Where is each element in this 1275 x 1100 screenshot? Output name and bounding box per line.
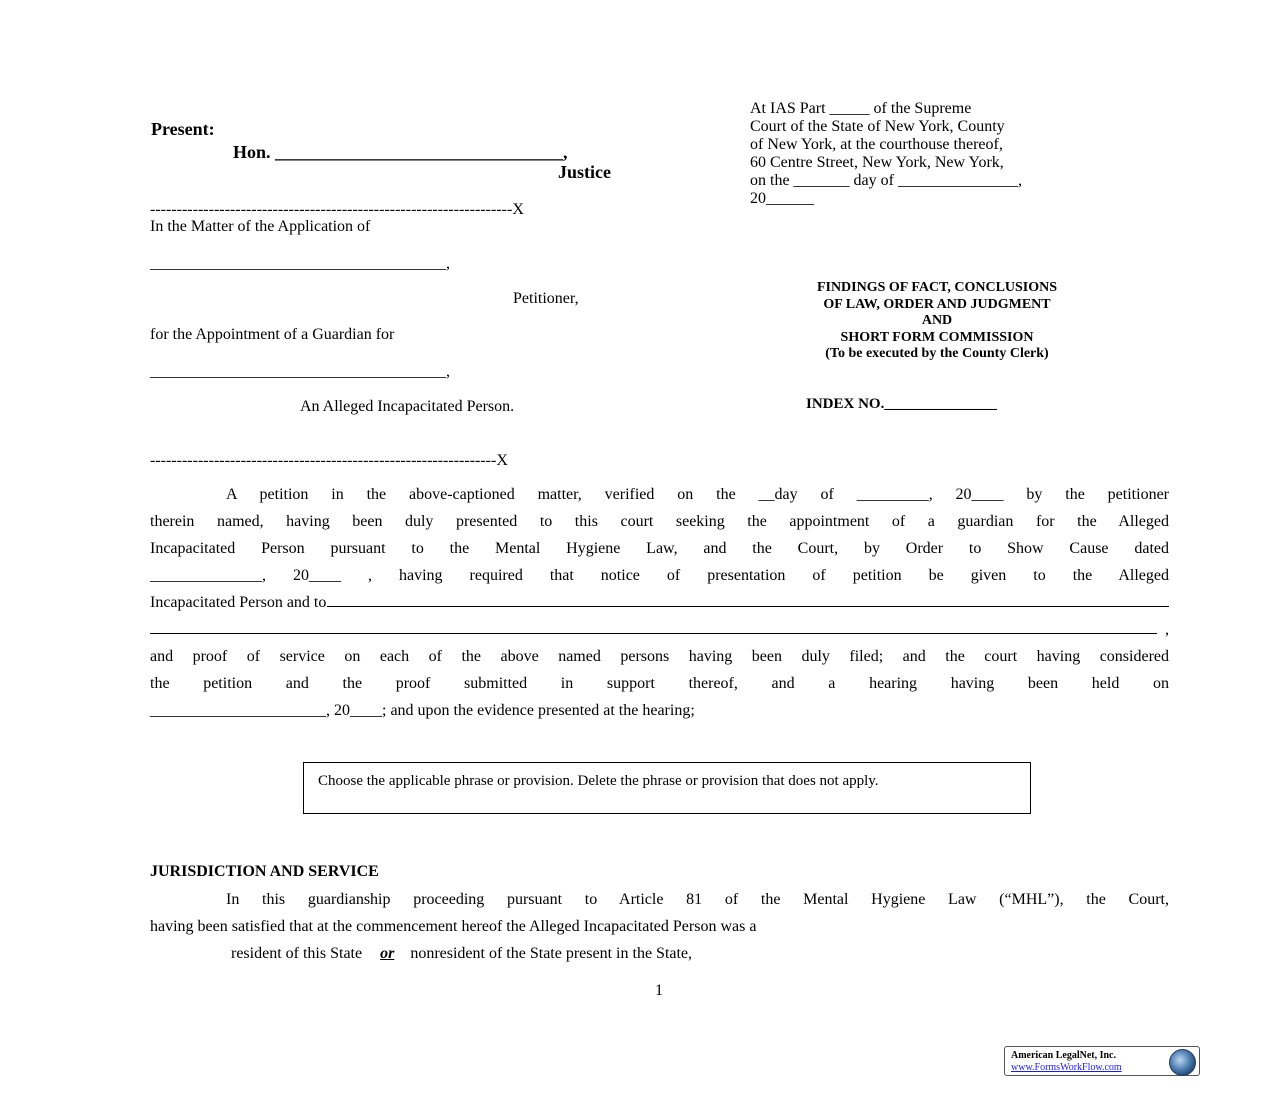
instruction-note-text: Choose the applicable phrase or provision. Delete the phrase or provision that does not apply.: [318, 773, 879, 789]
option-nonresident[interactable]: nonresident of the State present in the State,: [410, 945, 693, 962]
title-line: SHORT FORM COMMISSION: [840, 329, 1034, 345]
recital-line: ______________, 20____ , having required that notice of presentation of petition be given to the Alleged: [150, 567, 1169, 584]
recital-line: the petition and the proof submitted in support thereof, and a hearing having been held on: [150, 675, 1169, 692]
court-line: 60 Centre Street, New York, New York,: [750, 154, 1004, 171]
jurisdiction-heading: JURISDICTION AND SERVICE: [150, 863, 379, 880]
logo-url-link[interactable]: www.FormsWorkFlow.com: [1011, 1062, 1122, 1073]
option-resident[interactable]: resident of this State: [231, 945, 363, 962]
jurisdiction-paragraph: [150, 886, 1169, 940]
footer-logo: [1004, 1046, 1200, 1076]
court-line: of New York, at the courthouse thereof,: [750, 136, 1003, 153]
recital-line: A petition in the above-captioned matter, verified on the __day of _________, 20____ by the petitioner: [226, 486, 1169, 503]
recital-line: Incapacitated Person pursuant to the Mental Hygiene Law, and the Court, by Order to Show Cause dated: [150, 540, 1169, 557]
document-title: [752, 280, 1122, 363]
recital-line: therein named, having been duly presented to this court seeking the appointment of a guardian for the Alleged: [150, 513, 1169, 530]
court-line: on the _______ day of _______________,: [750, 172, 1022, 189]
recital-paragraph: [150, 481, 1169, 724]
court-line: At IAS Part _____ of the Supreme: [750, 100, 972, 117]
title-line: AND: [921, 313, 953, 328]
notice-persons-blank-2[interactable]: [150, 619, 1157, 634]
aip-label: An Alleged Incapacitated Person.: [300, 398, 515, 415]
court-line: Court of the State of New York, County: [750, 118, 1005, 135]
logo-company: American LegalNet, Inc.: [1011, 1050, 1116, 1061]
justice-label: Justice: [558, 162, 611, 182]
present-label: Present:: [151, 119, 215, 139]
recital-line: Incapacitated Person and to: [150, 594, 327, 611]
or-word: or: [380, 945, 395, 962]
court-block: [750, 100, 1022, 208]
title-line: FINDINGS OF FACT, CONCLUSIONS: [816, 280, 1058, 295]
appointment-label: for the Appointment of a Guardian for: [150, 326, 395, 343]
instruction-note-box: [303, 762, 1031, 814]
caption-separator-top: --------------------------------------------------------------------X: [150, 201, 524, 218]
matter-label: In the Matter of the Application of: [150, 218, 371, 235]
index-number[interactable]: INDEX NO._______________: [806, 396, 997, 412]
page-number: 1: [655, 982, 663, 999]
jurisdiction-line: having been satisfied that at the commencement hereof the Alleged Incapacitated Person was a: [150, 918, 757, 935]
recital-line: ______________________, 20____; and upon the evidence presented at the hearing;: [150, 702, 695, 719]
jurisdiction-line: In this guardianship proceeding pursuant to Article 81 of the Mental Hygiene Law (“MHL”), the Court,: [226, 891, 1169, 908]
notice-persons-blank[interactable]: [327, 592, 1169, 607]
residency-options: [231, 945, 692, 963]
aip-name-blank[interactable]: _____________________________________,: [150, 363, 450, 380]
title-line: (To be executed by the County Clerk): [825, 346, 1049, 361]
recital-line-notice: [150, 589, 1169, 616]
recital-line: and proof of service on each of the above named persons having been duly filed; and the court having considered: [150, 648, 1169, 665]
caption-separator-bottom: -----------------------------------------------------------------X: [150, 452, 508, 469]
recital-line-notice-cont: [150, 616, 1169, 643]
petitioner-label: Petitioner,: [513, 290, 579, 307]
title-line: OF LAW, ORDER AND JUDGMENT: [823, 296, 1051, 312]
petitioner-name-blank[interactable]: _____________________________________,: [150, 255, 450, 272]
recital-comma: ,: [1165, 621, 1169, 638]
court-line: 20______: [750, 190, 814, 207]
hon-line: Hon. ________________________________,: [233, 142, 568, 162]
globe-icon: [1169, 1049, 1196, 1076]
